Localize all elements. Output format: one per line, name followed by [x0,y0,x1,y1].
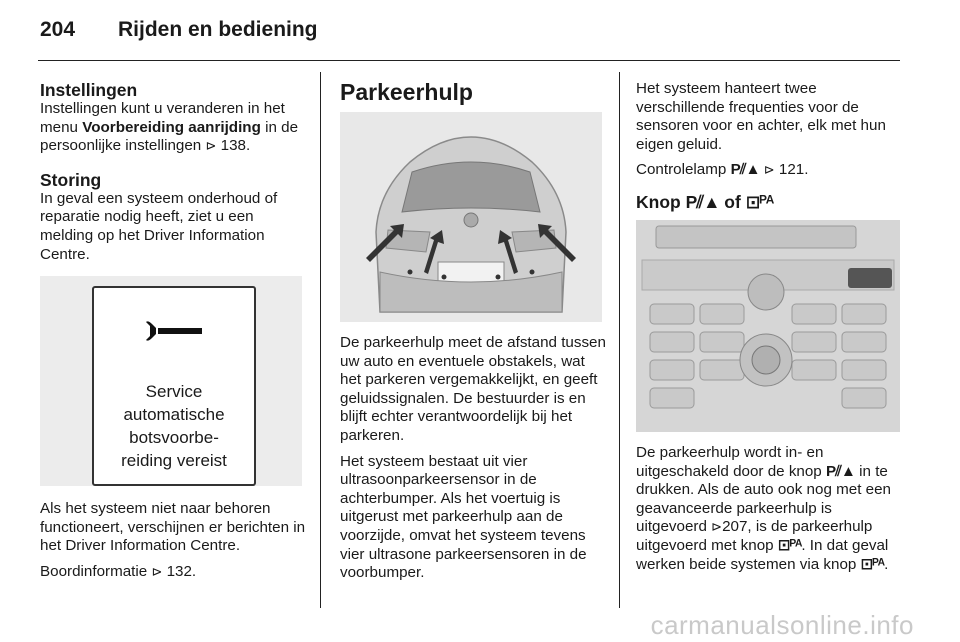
page-ref-icon: ⊳ [151,563,163,579]
advanced-parking-assist-icon: ⊡ᴾᴬ [777,536,802,554]
header-divider [38,60,900,61]
lamp-page-ref: 121. [778,161,809,179]
knob-heading-of: of [724,191,741,212]
page-ref-icon: ⊳ [711,519,723,535]
lamp-paragraph [636,161,904,180]
knob-text-e: . [884,555,889,573]
chapter-title: Rijden en bediening [118,18,318,41]
parking-button [848,268,892,288]
wrench-icon [144,318,204,344]
settings-text: Instellingen kunt u veranderen in het menu [40,100,285,136]
settings-text-2: in de persoonlijke instellingen [40,118,299,155]
middle-column [340,80,608,590]
parking-assist-heading: Parkeerhulp [340,79,473,105]
left-column [40,80,308,589]
settings-heading: Instellingen [40,80,138,100]
center-console-figure [636,220,900,432]
knob-page-ref: 207 [722,518,748,536]
dic-line-4: reiding vereist [121,451,227,471]
frequency-paragraph: Het systeem hanteert twee verschillende frequenties voor de sensoren voor en achter, elk met hun eigen geluid. [636,80,886,153]
knob-heading-text: Knop [636,191,681,212]
page-ref-icon: ⊳ [205,138,217,154]
dic-message-figure [40,276,302,486]
page-number: 204 [40,18,76,41]
dic-display [92,286,256,486]
malfunction-paragraph: Als het systeem niet naar behoren functioneert, verschijnen er berichten in het Driver Information Centre. [40,500,306,555]
right-column [636,80,904,581]
info-page-ref: 132. [166,562,197,580]
settings-menu-name: Voorbereiding aanrijding [82,118,261,136]
knob-text-a: De parkeerhulp wordt in- en uitgeschakeld door de knop [636,443,824,480]
knob-text-d: . In dat geval werken beide systemen via knop [636,536,889,573]
dic-line-3: botsvoorbe- [129,428,219,448]
column-divider-1 [320,72,321,608]
watermark: carmanualsonline.info [650,610,914,640]
car-rear-illustration [340,112,602,322]
parking-assist-para-1: De parkeerhulp meet de afstand tussen uw auto en eventuele obstakels, wat het parkeren vergemakkelijkt, en geeft geluidssignalen. De bestuurder is en blijft echter verantwoordelijk bij het parkeren. [340,334,606,444]
advanced-parking-assist-icon: ⊡ᴾᴬ [745,191,774,212]
parking-assist-para-2: Het systeem bestaat uit vier ultrasoonparkeersensor in de achterbumper. Als het voertuig is uitgerust met parkeerhulp aan de voorzijde, omvat het systeem tevens vier ultrasone parkeersensoren in de voorbumper. [340,452,587,582]
page-ref-icon: ⊳ [763,162,775,178]
knob-text-c: , is de parkeerhulp uitgevoerd met knop [636,518,873,554]
lamp-text: Controlelamp [636,161,727,179]
info-text: Boordinformatie [40,562,148,580]
car-rear-figure [340,112,602,322]
fault-heading: Storing [40,169,102,190]
knob-paragraph [636,444,904,574]
dic-line-2: automatische [123,405,225,425]
fault-paragraph: In geval een systeem onderhoud of reparatie nodig heeft, ziet u een melding op het Driver Information Centre. [40,189,278,263]
dic-line-1: Service [145,382,203,402]
parking-assist-icon: P⫽▲ [730,161,760,179]
parking-assist-icon: P⫽▲ [685,191,720,212]
settings-page-ref: 138. [220,137,251,155]
knob-heading [636,192,904,212]
knob-text-b: in te drukken. Als de auto ook nog met een geavanceerde parkeerhulp is uitgevoerd [636,462,891,536]
info-paragraph [40,563,308,582]
column-divider-2 [619,72,620,608]
advanced-parking-assist-icon: ⊡ᴾᴬ [860,555,885,573]
settings-paragraph [40,100,308,156]
center-console-illustration [636,220,900,432]
parking-assist-icon: P⫽▲ [826,462,855,480]
